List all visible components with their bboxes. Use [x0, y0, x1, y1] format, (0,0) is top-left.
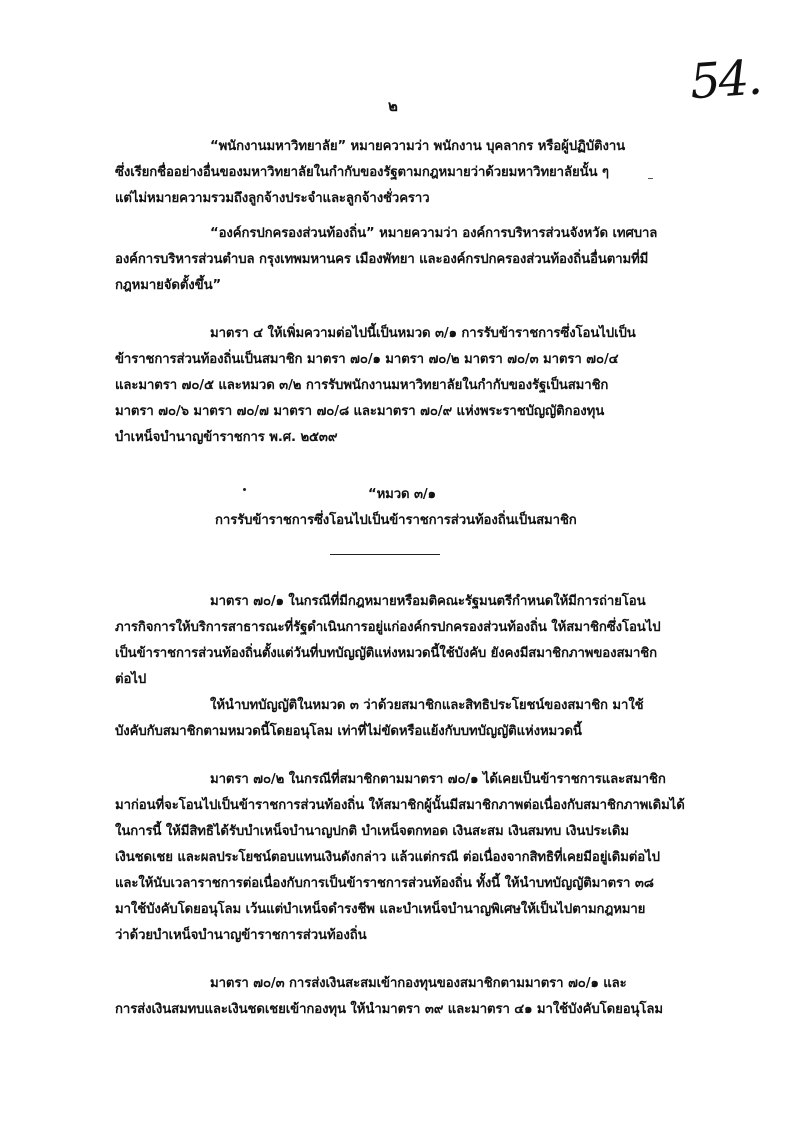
definition-university-staff-line-1: “พนักงานมหาวิทยาลัย” หมายความว่า พนักงาน บุคลากร หรือผู้ปฏิบัติงาน	[210, 139, 626, 154]
definition-university-staff-line-2: ซึ่งเรียกชื่ออย่างอื่นของมหาวิทยาลัยในกำกับของรัฐตามกฎหมายว่าด้วยมหาวิทยาลัยนั้น ๆ	[115, 165, 609, 180]
section-4-line-4: มาตรา ๗๐/๖ มาตรา ๗๐/๗ มาตรา ๗๐/๘ และมาตรา ๗๐/๙ แห่งพระราชบัญญัติกองทุน	[115, 404, 605, 419]
section-4-line-1: มาตรา ๔ ให้เพิ่มความต่อไปนี้เป็นหมวด ๓/๑ การรับข้าราชการซึ่งโอนไปเป็น	[210, 326, 636, 341]
section-70-3-line-2: การส่งเงินสมทบและเงินชดเชยเข้ากองทุน ให้นำมาตรา ๓๙ และมาตรา ๔๑ มาใช้บังคับโดยอนุโลม	[115, 1002, 663, 1017]
section-70-1-line-6: บังคับกับสมาชิกตามหมวดนี้โดยอนุโลม เท่าที่ไม่ขัดหรือแย้งกับบทบัญญัติแห่งหมวดนี้	[115, 724, 582, 739]
section-70-2-line-5: และให้นับเวลาราชการต่อเนื่องกับการเป็นข้าราชการส่วนท้องถิ่น ทั้งนี้ ให้นำบทบัญญัติมาตรา ๓๘	[115, 876, 654, 891]
section-70-2-line-2: มาก่อนที่จะโอนไปเป็นข้าราชการส่วนท้องถิ่น ให้สมาชิกผู้นั้นมีสมาชิกภาพต่อเนื่องกับสมาชิกภาพเดิมได้	[115, 798, 685, 813]
scan-speck	[648, 178, 653, 179]
chapter-title: “หมวด ๓/๑	[368, 487, 436, 502]
section-4-line-2: ข้าราชการส่วนท้องถิ่นเป็นสมาชิก มาตรา ๗๐/๑ มาตรา ๗๐/๒ มาตรา ๗๐/๓ มาตรา ๗๐/๔	[115, 352, 619, 367]
section-70-1-line-2: ภารกิจการให้บริการสาธารณะที่รัฐดำเนินการอยู่แก่องค์กรปกครองส่วนท้องถิ่น ให้สมาชิกซึ่งโอนไป	[115, 620, 661, 635]
handwritten-page-number: 54.	[688, 49, 763, 111]
definition-university-staff-line-3: แต่ไม่หมายความรวมถึงลูกจ้างประจำและลูกจ้างชั่วคราว	[115, 191, 430, 206]
section-70-1-line-5: ให้นำบทบัญญัติในหมวด ๓ ว่าด้วยสมาชิกและสิทธิประโยชน์ของสมาชิก มาใช้	[210, 698, 644, 713]
chapter-subtitle: การรับข้าราชการซึ่งโอนไปเป็นข้าราชการส่วนท้องถิ่นเป็นสมาชิก	[215, 513, 577, 528]
section-70-2-line-1: มาตรา ๗๐/๒ ในกรณีที่สมาชิกตามมาตรา ๗๐/๑ ได้เคยเป็นข้าราชการและสมาชิก	[210, 772, 666, 787]
section-4-line-5: บำเหน็จบำนาญข้าราชการ พ.ศ. ๒๕๓๙	[115, 430, 338, 445]
section-70-1-line-3: เป็นข้าราชการส่วนท้องถิ่นตั้งแต่วันที่บทบัญญัติแห่งหมวดนี้ใช้บังคับ ยังคงมีสมาชิกภาพของสมาชิก	[115, 646, 658, 661]
page-number: ๒	[388, 97, 398, 115]
section-70-2-line-3: ในการนี้ ให้มีสิทธิได้รับบำเหน็จบำนาญปกติ บำเหน็จตกทอด เงินสะสม เงินสมทบ เงินประเดิม	[115, 824, 629, 839]
definition-local-government-line-1: “องค์กรปกครองส่วนท้องถิ่น” หมายความว่า องค์การบริหารส่วนจังหวัด เทศบาล	[210, 226, 658, 241]
section-70-2-line-6: มาใช้บังคับโดยอนุโลม เว้นแต่บำเหน็จดำรงชีพ และบำเหน็จบำนาญพิเศษให้เป็นไปตามกฎหมาย	[115, 902, 646, 917]
section-70-3-line-1: มาตรา ๗๐/๓ การส่งเงินสะสมเข้ากองทุนของสมาชิกตามมาตรา ๗๐/๑ และ	[210, 976, 627, 991]
definition-local-government-line-2: องค์การบริหารส่วนตำบล กรุงเทพมหานคร เมืองพัทยา และองค์กรปกครองส่วนท้องถิ่นอื่นตามที่มี	[115, 252, 649, 267]
section-70-2-line-4: เงินชดเชย และผลประโยชน์ตอบแทนเงินดังกล่าว แล้วแต่กรณี ต่อเนื่องจากสิทธิที่เคยมีอยู่เดิมต่อไป	[115, 850, 660, 865]
section-70-1-line-1: มาตรา ๗๐/๑ ในกรณีที่มีกฎหมายหรือมติคณะรัฐมนตรีกำหนดให้มีการถ่ายโอน	[210, 594, 646, 609]
scan-speck	[243, 488, 246, 491]
chapter-divider	[330, 554, 440, 555]
definition-local-government-line-3: กฎหมายจัดตั้งขึ้น”	[115, 278, 222, 293]
section-70-2-line-7: ว่าด้วยบำเหน็จบำนาญข้าราชการส่วนท้องถิ่น	[115, 928, 367, 943]
section-70-1-line-4: ต่อไป	[115, 672, 147, 687]
section-4-line-3: และมาตรา ๗๐/๕ และหมวด ๓/๒ การรับพนักงานมหาวิทยาลัยในกำกับของรัฐเป็นสมาชิก	[115, 378, 609, 393]
